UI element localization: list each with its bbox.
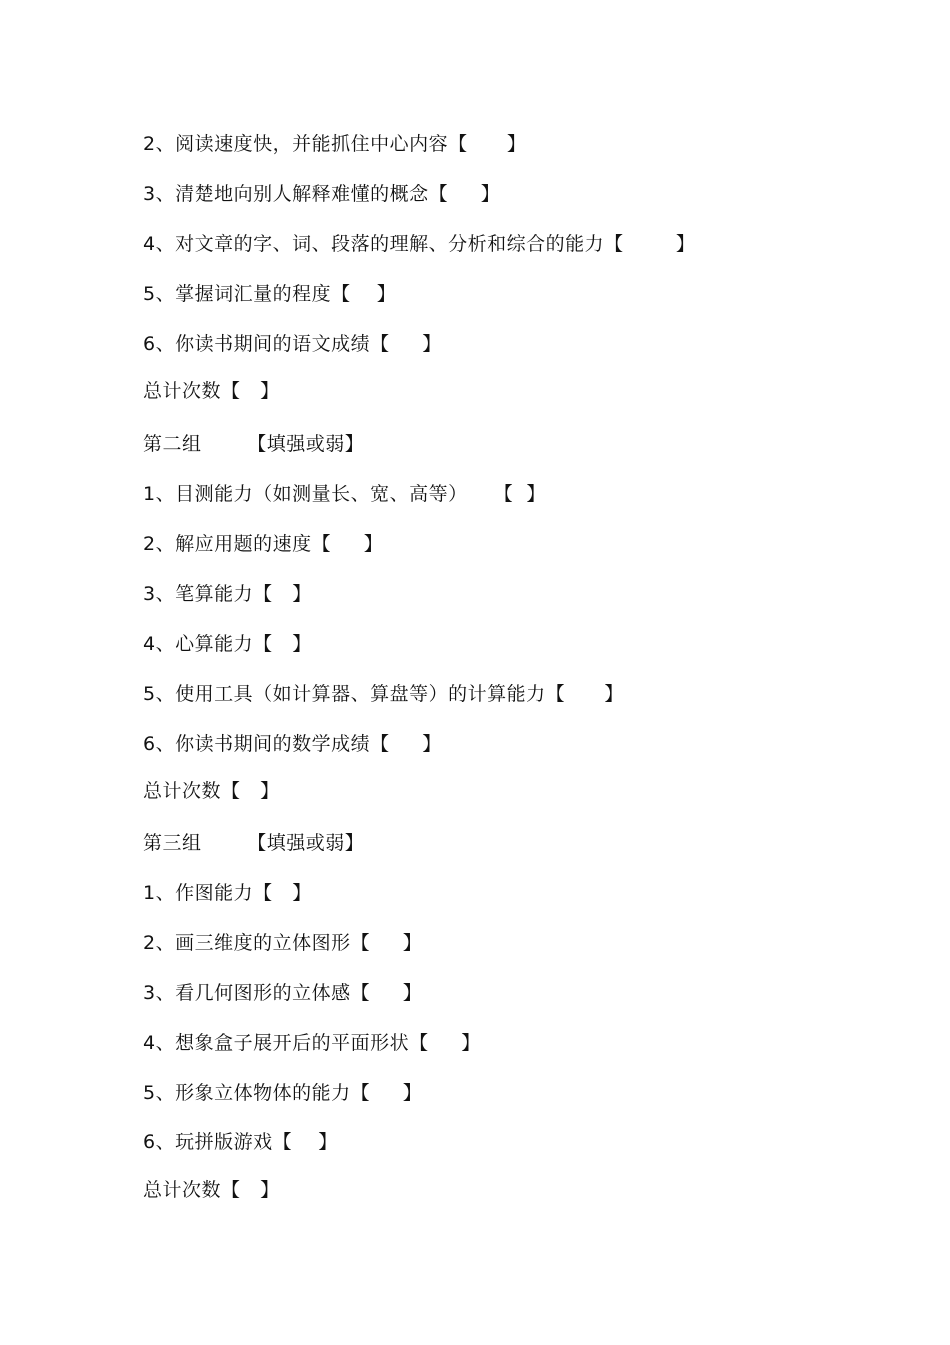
group3-total: 总计次数【 】 bbox=[143, 1179, 280, 1201]
group2-heading: 第二组 【填强或弱】 bbox=[143, 433, 365, 455]
group3-heading: 第三组 【填强或弱】 bbox=[143, 832, 365, 854]
group2-total: 总计次数【 】 bbox=[143, 780, 280, 802]
group3-item-4: 4、想象盒子展开后的平面形状【 】 bbox=[143, 1032, 481, 1054]
group2-item-4: 4、心算能力【 】 bbox=[143, 633, 312, 655]
group2-item-5: 5、使用工具（如计算器、算盘等）的计算能力【 】 bbox=[143, 683, 624, 705]
group2-item-2: 2、解应用题的速度【 】 bbox=[143, 533, 384, 555]
group3-item-6: 6、玩拼版游戏【 】 bbox=[143, 1131, 338, 1153]
group3-item-3: 3、看几何图形的立体感【 】 bbox=[143, 982, 423, 1004]
group1-item-3: 3、清楚地向别人解释难懂的概念【 】 bbox=[143, 183, 501, 205]
group1-item-6: 6、你读书期间的语文成绩【 】 bbox=[143, 333, 442, 355]
group1-total: 总计次数【 】 bbox=[143, 380, 280, 402]
group2-item-3: 3、笔算能力【 】 bbox=[143, 583, 312, 605]
group1-item-2: 2、阅读速度快，并能抓住中心内容【 】 bbox=[143, 133, 527, 155]
group3-item-2: 2、画三维度的立体图形【 】 bbox=[143, 932, 423, 954]
group1-item-4: 4、对文章的字、词、段落的理解、分析和综合的能力【 】 bbox=[143, 233, 696, 255]
group2-item-6: 6、你读书期间的数学成绩【 】 bbox=[143, 733, 442, 755]
group3-item-5: 5、形象立体物体的能力【 】 bbox=[143, 1082, 423, 1104]
group2-item-1: 1、目测能力（如测量长、宽、高等） 【 】 bbox=[143, 483, 546, 505]
group3-item-1: 1、作图能力【 】 bbox=[143, 882, 312, 904]
group1-item-5: 5、掌握词汇量的程度【 】 bbox=[143, 283, 397, 305]
